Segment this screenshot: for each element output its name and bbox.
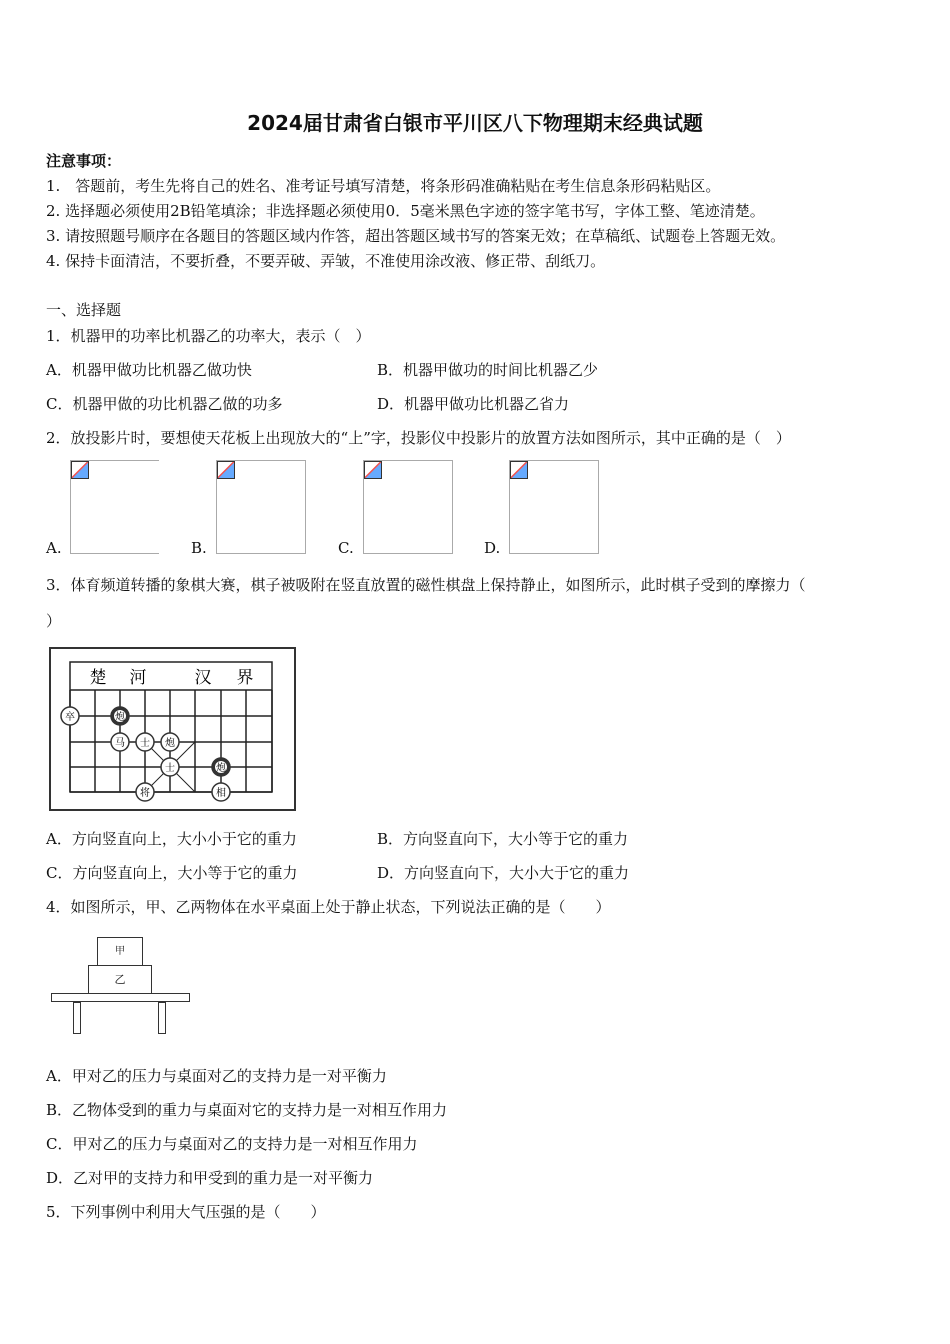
q2-label-a: A. [46, 539, 62, 557]
table-leg [73, 1002, 81, 1034]
river-label: 楚 [89, 668, 107, 688]
q1-option-a: A．机器甲做功比机器乙做功快 [46, 361, 252, 379]
q3-option-a: A．方向竖直向上，大小小于它的重力 [46, 830, 297, 848]
chess-piece-label: 炮 [216, 763, 226, 774]
note-item: 1. 答题前，考生先将自己的姓名、准考证号填写清楚，将条形码准确粘贴在考生信息条形码粘贴区。 [46, 177, 721, 195]
chess-piece-label: 炮 [165, 738, 175, 749]
q4-option-d: D．乙对甲的支持力和甲受到的重力是一对平衡力 [46, 1169, 374, 1187]
q2-label-c: C. [338, 539, 354, 557]
q1-option-c: C．机器甲做的功比机器乙做的功多 [46, 395, 283, 413]
note-item: 4. 保持卡面清洁，不要折叠，不要弄破、弄皱，不准使用涂改液、修正带、刮纸刀。 [46, 252, 606, 270]
q3-option-b: B．方向竖直向下，大小等于它的重力 [377, 830, 629, 848]
river-label: 河 [129, 668, 147, 688]
page-title: 2024届甘肃省白银市平川区八下物理期末经典试题 [247, 111, 703, 135]
q4-option-c: C．甲对乙的压力与桌面对乙的支持力是一对相互作用力 [46, 1135, 418, 1153]
q4-option-a: A．甲对乙的压力与桌面对乙的支持力是一对平衡力 [46, 1067, 387, 1085]
q3-stem-end: ） [46, 612, 62, 630]
q3-stem: 3．体育频道转播的象棋大赛，棋子被吸附在竖直放置的磁性棋盘上保持静止，如图所示，此时棋子受到的摩擦力（ [46, 576, 806, 594]
q2-stem: 2．放投影片时，要想使天花板上出现放大的“上”字，投影仪中投影片的放置方法如图所示，其中正确的是（ ） [46, 429, 791, 447]
q4-stem: 4．如图所示，甲、乙两物体在水平桌面上处于静止状态，下列说法正确的是（ ） [46, 898, 611, 916]
section-heading: 一、选择题 [46, 301, 122, 319]
chess-piece-label: 士 [140, 738, 150, 749]
q1-stem: 1．机器甲的功率比机器乙的功率大，表示（ ） [46, 327, 371, 345]
block-jia: 甲 [97, 937, 143, 966]
river-label: 界 [236, 668, 254, 688]
chess-piece-label: 士 [165, 763, 175, 774]
q4-option-b: B．乙物体受到的重力与桌面对它的支持力是一对相互作用力 [46, 1101, 448, 1119]
chess-piece-label: 将 [140, 788, 150, 799]
chess-piece-label: 马 [115, 738, 125, 749]
table-top [51, 993, 190, 1002]
q3-option-c: C．方向竖直向上，大小等于它的重力 [46, 864, 298, 882]
q5-stem: 5．下列事例中利用大气压强的是（ ） [46, 1203, 326, 1221]
q2-label-b: B. [191, 539, 207, 557]
q1-option-b: B．机器甲做功的时间比机器乙少 [377, 361, 599, 379]
q2-label-d: D. [484, 539, 501, 557]
river-label: 汉 [194, 668, 212, 688]
note-item: 2. 选择题必须使用2B铅笔填涂；非选择题必须使用0．5毫米黑色字迹的签字笔书写，字体工整、笔迹清楚。 [46, 202, 765, 220]
chess-piece-label: 炮 [115, 712, 125, 723]
q1-option-d: D．机器甲做功比机器乙省力 [377, 395, 570, 413]
q3-option-d: D．方向竖直向下，大小大于它的重力 [377, 864, 630, 882]
notes-heading: 注意事项： [46, 152, 122, 170]
chess-piece-label: 卒 [65, 712, 75, 723]
chess-piece-label: 相 [216, 788, 226, 799]
note-item: 3. 请按照题号顺序在各题目的答题区域内作答，超出答题区域书写的答案无效；在草稿纸、试题卷上答题无效。 [46, 227, 786, 245]
table-leg [158, 1002, 166, 1034]
block-yi: 乙 [88, 965, 152, 994]
